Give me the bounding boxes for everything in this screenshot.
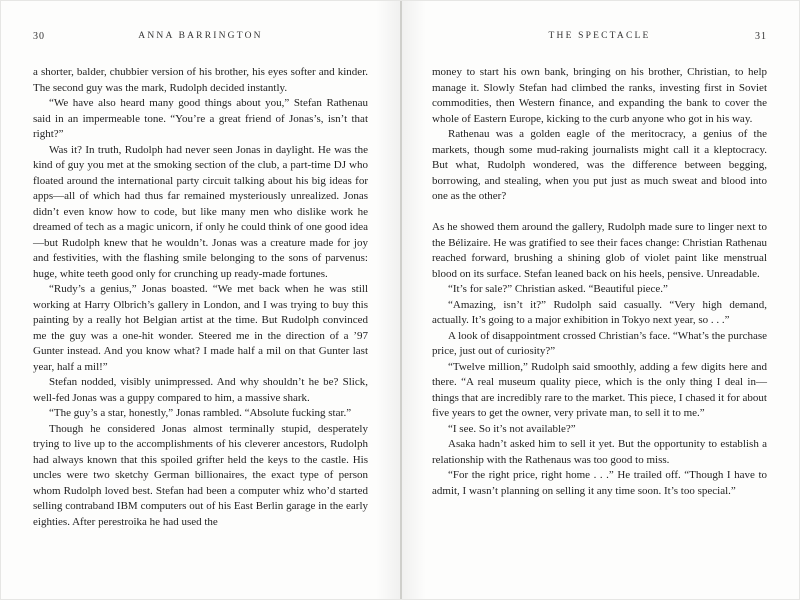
paragraph: A look of disappointment crossed Christian’s face. “What’s the purchase price, just out of curiosity?” <box>432 329 767 357</box>
paragraph: “Rudy’s a genius,” Jonas boasted. “We met back when he was still working at Harry Olbrich’s gallery in London, and I was trying to buy this painting by a really hot Belgian artist at the time. But Rudolph convinced me the guy was a one-hit wonder. Steered me in the direction of a ’97 Gunter instead. And you know what? I made half a mil on that Gunter last year, half a mil!” <box>33 283 368 373</box>
page-right <box>400 1 799 600</box>
paragraph: Stefan nodded, visibly unimpressed. And why shouldn’t he be? Slick, well-fed Jonas was a guppy compared to him, a massive shark. <box>33 376 368 404</box>
gutter-shadow-right <box>402 1 426 600</box>
gutter-shadow-left <box>376 1 400 600</box>
paragraph: “We have also heard many good things about you,” Stefan Rathenau said in an impermeable tone. “You’re a great friend of Jonas’s, isn’t that right?” <box>33 97 368 140</box>
paragraph: Was it? In truth, Rudolph had never seen Jonas in daylight. He was the kind of guy you met at the smoking section of the club, a part-time DJ who floated around the international party circuit talking about his big ideas for apps—all of which had thus far remained mysteriously unrealized. Jonas didn’t even know how to code, but like many men who dislike work he dreamed of tech as a magic unicorn, if only he could think of one good idea—but Rudolph knew that he wouldn’t. Jonas was a creature made for joy and festivities, with the flashing smile belonging to the sons of parvenus: huge, white teeth good only for crunching up ready-made fortunes. <box>33 143 368 280</box>
running-head-right: THE SPECTACLE <box>548 31 651 41</box>
page-gutter-divider <box>400 1 402 600</box>
running-head-left: ANNA BARRINGTON <box>138 31 263 41</box>
paragraph: “Amazing, isn’t it?” Rudolph said casually. “Very high demand, actually. It’s going to a major exhibition in Tokyo next year, so . . .” <box>432 298 767 326</box>
paragraph: Rathenau was a golden eagle of the meritocracy, a genius of the markets, though some mud-raking journalists might call it a kleptocracy. But what, Rudolph wondered, was the difference between begging, borrowing, and stealing, when you put just as much sweat and blood into one as the other? <box>432 128 767 202</box>
paragraph: “I see. So it’s not available?” <box>448 422 576 435</box>
paragraph: Though he considered Jonas almost terminally stupid, desperately trying to live up to the accomplishments of his cleverer ancestors, Rudolph had always known that this spoiled grifter held the keys to the castle. His uncles were two sketchy German billionaires, the exact type of person whom Rudolph loved best. Stefan had been a computer whiz who’d started selling contraband IBM computers out of his East Berlin garage in the early eighties. After perestroika he had used the <box>33 422 368 528</box>
page-left <box>1 1 400 600</box>
paragraph: “The guy’s a star, honestly,” Jonas rambled. “Absolute fucking star.” <box>49 407 352 419</box>
page-number-left: 30 <box>33 31 45 42</box>
page-left-header <box>33 31 368 45</box>
paragraph: Asaka hadn’t asked him to sell it yet. But the opportunity to establish a relationship with the Rathenaus was too good to miss. <box>432 438 767 466</box>
paragraph: “It’s for sale?” Christian asked. “Beautiful piece.” <box>448 283 668 295</box>
paragraph: “For the right price, right home . . .” He trailed off. “Though I have to admit, I wasn’t planning on selling it any time soon. It’s too special.” <box>432 469 767 497</box>
paragraph: money to start his own bank, bringing on his brother, Christian, to help manage it. Slowly Stefan had climbed the ranks, investing first in Soviet commodities, then Western finance, and expanding the bank to cover the whole of Eastern Europe, kicking to the curb anyone who got in his way. <box>432 66 767 125</box>
paragraph: a shorter, balder, chubbier version of his brother, his eyes softer and kinder. The second guy was the mark, Rudolph decided instantly. <box>33 66 368 94</box>
paragraph: As he showed them around the gallery, Rudolph made sure to linger next to the Bélizaire. He was gratified to see their faces change: Christian Rathenau reached forward, brushing a shining glob of violet paint like menstrual blood on its surface. Stefan leaned back on his heels, pensive. Unreadable. <box>432 221 767 280</box>
page-left-body <box>33 65 368 530</box>
page-number-right: 31 <box>755 31 767 42</box>
page-right-body <box>432 65 767 499</box>
paragraph: “Twelve million,” Rudolph said smoothly, adding a few digits here and there. “A real museum quality piece, which is the only thing I deal in—things that are incredibly rare to the market. This piece, I chased it for about five years to get the owner, very private man, to sell it to me.” <box>432 360 767 419</box>
page-right-header <box>432 31 767 45</box>
